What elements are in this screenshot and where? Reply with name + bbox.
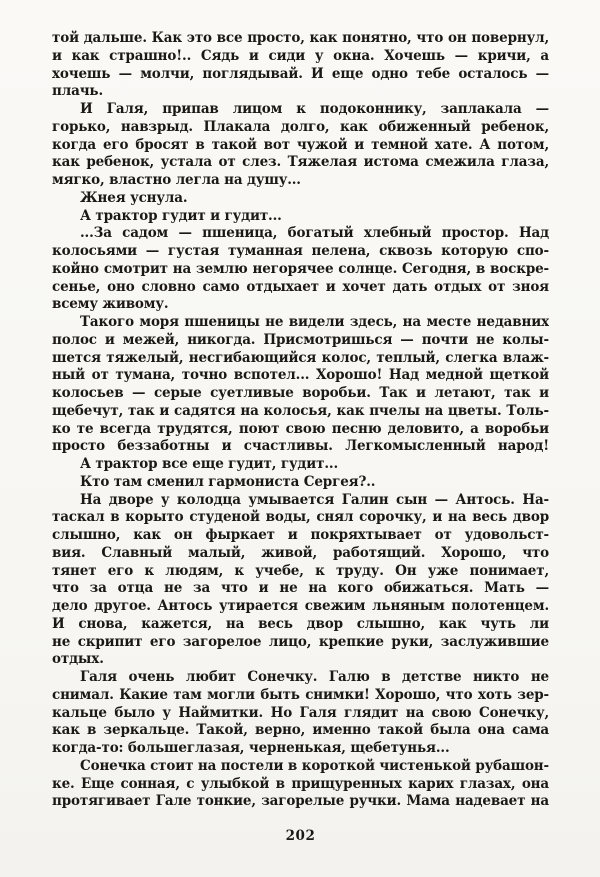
- text-line: И Галя, припав лицом к подоконнику, заплакала —: [80, 101, 549, 117]
- text-line: хочешь — молчи, поглядывай. И еще одно тебе осталось —: [52, 65, 549, 82]
- text-line: Кто там сменил гармониста Сергея?..: [80, 473, 376, 490]
- text-line: протягивает Гале тонкие, загорелые ручки. Мама надевает на: [52, 793, 549, 810]
- text-line: ...За садом — пшеница, богатый хлебный простор. Над: [80, 225, 549, 242]
- text-line: шется тяжелый, несгибающийся колос, теплый, слегка влаж-: [52, 349, 549, 366]
- text-line: снимал. Какие там могли быть снимки! Хорошо, что хоть зер-: [52, 686, 549, 703]
- text-line: мягко, властно легла на душу...: [52, 172, 301, 188]
- text-line: кальце было у Наймитки. Но Галя глядит на свою Сонечку,: [52, 704, 549, 721]
- text-line: и как страшно!.. Сядь и сиди у окна. Хочешь — кричи, а: [52, 47, 549, 64]
- text-line: щебечут, так и садятся на колосья, как пчелы на цветы. Толь-: [52, 402, 549, 419]
- text-line: вия. Славный малый, живой, работящий. Хорошо, что: [52, 544, 549, 561]
- text-line: отдых.: [52, 651, 104, 668]
- text-line: как в зеркальце. Такой, верно, именно такой была она сама: [52, 722, 549, 739]
- text-line: Жнея уснула.: [80, 189, 188, 206]
- text-line: койно смотрит на землю негорячее солнце. Сегодня, в воскре-: [52, 260, 549, 277]
- text-block: [52, 30, 549, 811]
- text-line: плачь.: [52, 83, 103, 100]
- text-line: Галя очень любит Сонечку. Галю в детстве никто не: [80, 669, 549, 685]
- text-line: А трактор гудит и гудит...: [80, 207, 282, 224]
- text-line: как ребенок, устала от слез. Тяжелая истома смежила глаза,: [52, 154, 549, 171]
- text-line: всему живому.: [52, 296, 169, 313]
- text-line: полос и межей, никогда. Присмотришься — почти не колы-: [52, 331, 549, 348]
- text-line: когда-то: большеглазая, черненькая, щебетунья...: [52, 740, 450, 756]
- text-line: ке. Еще сонная, с улыбкой в прищуренных карих глазах, она: [52, 775, 549, 792]
- text-line: ный от тумана, точно вспотел... Хорошо! Над медной щеткой: [52, 367, 549, 384]
- text-line: колосьев — серые суетливые воробьи. Так и летают, так и: [52, 385, 549, 401]
- text-line: таскал в корыто студеной воды, снял сорочку, и на весь двор: [52, 509, 549, 526]
- text-line: Такого моря пшеницы не видели здесь, на месте недавних: [80, 314, 549, 330]
- text-line: слышно, как он фыркает и покряхтывает от удовольст-: [52, 527, 549, 543]
- text-line: когда его бросят в такой вот чужой и темной хате. А потом,: [52, 136, 549, 153]
- text-line: Сонечка стоит на постели в короткой чистенькой рубашон-: [80, 757, 549, 774]
- text-line: горько, навзрыд. Плакала долго, как обиженный ребенок,: [52, 118, 549, 135]
- text-line: На дворе у колодца умывается Галин сын — Антось. На-: [80, 491, 549, 508]
- text-line: тянет его к людям, к учебе, к труду. Он уже понимает,: [52, 562, 549, 579]
- text-line: дело другое. Антось утирается свежим льняным полотенцем.: [52, 598, 549, 614]
- text-line: колосьями — густая туманная пелена, сквозь которую спо-: [52, 243, 549, 259]
- text-line: И снова, кажется, на весь двор слышно, как чуть ли: [52, 615, 549, 632]
- page-number: 202: [285, 828, 316, 844]
- text-line: А трактор все еще гудит, гудит...: [80, 456, 339, 472]
- text-line: той дальше. Как это все просто, как понятно, что он повернул,: [52, 30, 549, 46]
- text-line: просто беззаботны и счастливы. Легкомысленный народ!: [52, 438, 549, 455]
- text-line: ко те всегда трудятся, поют свою песню деловито, а воробьи: [52, 420, 549, 437]
- text-line: сенье, оно словно само отдыхает и хочет дать отдых от зноя: [52, 278, 549, 295]
- text-line: не скрипит его загорелое лицо, крепкие руки, заслужившие: [52, 633, 549, 650]
- text-line: что за отца не за что и не на кого обижаться. Мать —: [52, 580, 549, 597]
